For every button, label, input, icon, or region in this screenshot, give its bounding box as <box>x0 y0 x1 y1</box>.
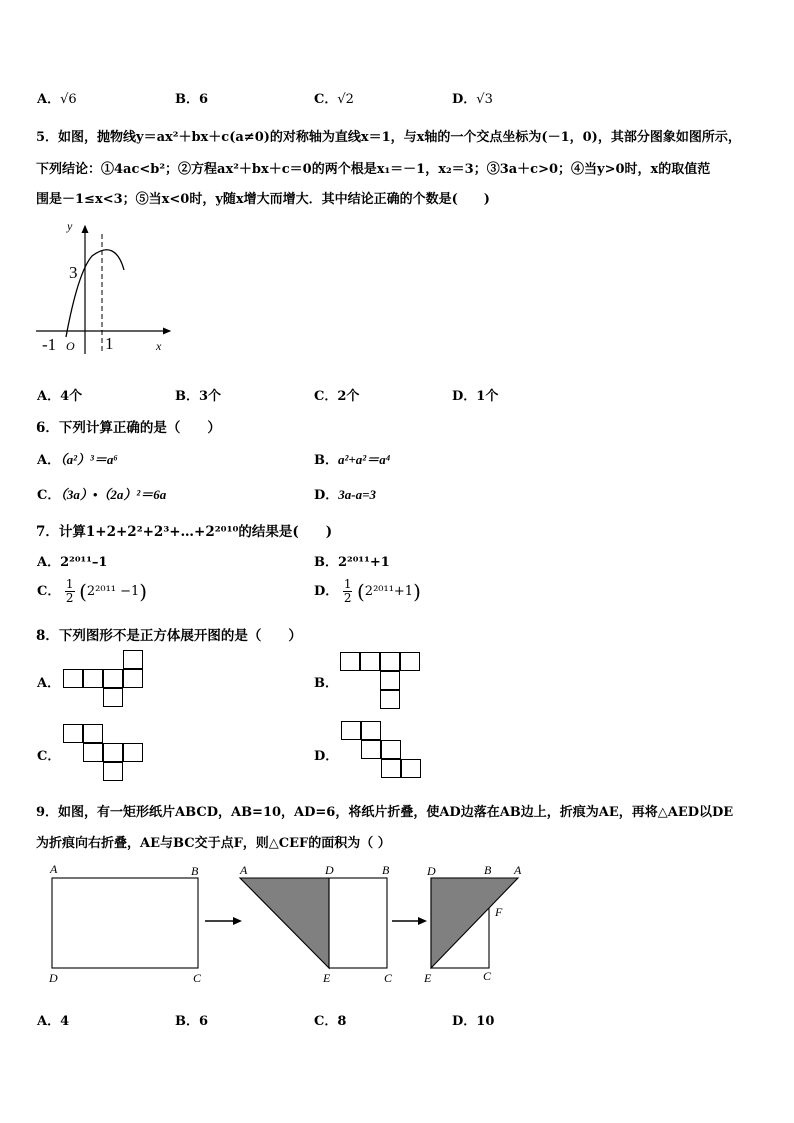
q6-option-c: C．（3a）•（2a）²＝6a <box>37 487 167 503</box>
q6-stem: 6．下列计算正确的是（ ） <box>36 420 221 436</box>
fig3-label-b: B <box>484 863 492 877</box>
q9-option-c: C．8 <box>314 1014 347 1029</box>
q9-option-a: A．4 <box>37 1014 70 1029</box>
q5-option-a: A．4个 <box>37 389 83 404</box>
q5-stem-line1: 5．如图，抛物线y＝ax²＋bx＋c(a≠0)的对称轴为直线x＝1，与x轴的一个交点坐标为(－1，0)，其部分图象如图所示， <box>36 130 741 145</box>
q9-option-b: B．6 <box>175 1014 209 1029</box>
q8-label-b: B． <box>314 676 338 691</box>
x-label: x <box>156 339 162 353</box>
fig3-label-c: C <box>483 969 492 983</box>
q8-stem: 8．下列图形不是正方体展开图的是（ ） <box>36 628 302 644</box>
q5-option-b: B．3个 <box>175 389 222 404</box>
q8-net-b <box>340 652 430 712</box>
q8-net-d <box>341 721 441 791</box>
tick-1: 1 <box>105 334 114 353</box>
rect-abcd <box>52 878 198 968</box>
rect-dbce <box>329 878 387 968</box>
q7-stem: 7．计算1+2+2²+2³+…+2²⁰¹⁰的结果是( ) <box>36 524 333 540</box>
q4-option-c: C．√2 <box>314 92 354 107</box>
q5-option-d: D．1个 <box>452 389 499 404</box>
fig2-label-c: C <box>384 971 393 985</box>
q5-option-c: C．2个 <box>314 389 360 404</box>
fig3-label-d: D <box>427 864 436 878</box>
q5-parabola-graph <box>34 212 184 360</box>
q4-option-b: B．6 <box>175 92 209 107</box>
q5-stem-line2: 下列结论：①4ac<b²；②方程ax²＋bx＋c＝0的两个根是x₁＝－1，x₂＝3；③3a＋c>0；④当y>0时，x的取值范 <box>36 162 711 177</box>
q8-label-a: A． <box>37 676 61 691</box>
q9-option-d: D．10 <box>452 1014 495 1029</box>
q4-option-d: D．√3 <box>452 92 493 107</box>
q7-option-c: C． $\frac{1}{2}$ (2²⁰¹¹ −1) <box>37 577 148 605</box>
q8-label-d: D． <box>314 749 339 764</box>
q4-option-a: A．√6 <box>37 92 77 107</box>
q8-net-c <box>63 724 153 784</box>
fig1-label-b: B <box>191 864 199 878</box>
q5-stem-line3: 围是－1≤x<3；⑤当x<0时，y随x增大而增大．其中结论正确的个数是( ) <box>36 192 490 207</box>
origin-label: O <box>66 339 75 353</box>
q6-option-a: A．（a²）³＝a⁶ <box>37 452 118 468</box>
fig3-label-f: F <box>495 905 503 919</box>
q7-option-a: A．2²⁰¹¹–1 <box>37 555 108 570</box>
q7-option-d: D． $\frac{1}{2}$ (2²⁰¹¹+1) <box>314 577 421 605</box>
q7-option-b: B．2²⁰¹¹+1 <box>314 555 390 570</box>
fraction-half: $\frac{1}{2}$ <box>65 577 74 605</box>
fig1-label-d: D <box>49 971 58 985</box>
fig2-label-d: D <box>325 863 334 877</box>
fraction-half: $\frac{1}{2}$ <box>343 577 352 605</box>
q9-folding-diagram <box>40 858 540 988</box>
fig1-label-a: A <box>50 862 58 876</box>
q8-label-c: C． <box>37 749 61 764</box>
fig2-label-a: A <box>240 863 248 877</box>
arrow-head-icon <box>233 917 242 925</box>
y-label: y <box>67 219 73 233</box>
fig2-label-b: B <box>382 863 390 877</box>
fig2-label-e: E <box>323 971 331 985</box>
q6-option-b: B．a²+a²＝a⁴ <box>314 452 391 468</box>
q8-net-a <box>63 650 153 710</box>
arrow-head-icon <box>418 917 427 925</box>
fig3-label-a: A <box>514 863 522 877</box>
shaded-triangle-aed <box>240 878 329 968</box>
tick-3: 3 <box>69 263 78 282</box>
q9-stem-line2: 为折痕向右折叠，AE与BC交于点F，则△CEF的面积为（ ） <box>36 836 391 851</box>
q6-option-d: D．3a-a=3 <box>314 487 377 503</box>
tick-neg1: -1 <box>42 335 57 354</box>
fig1-label-c: C <box>193 971 202 985</box>
shaded-triangle-folded <box>431 878 518 968</box>
q9-stem-line1: 9．如图，有一矩形纸片ABCD，AB=10，AD=6，将纸片折叠，使AD边落在AB边上，折痕为AE，再将△AED以DE <box>36 805 734 820</box>
fig3-label-e: E <box>424 971 432 985</box>
